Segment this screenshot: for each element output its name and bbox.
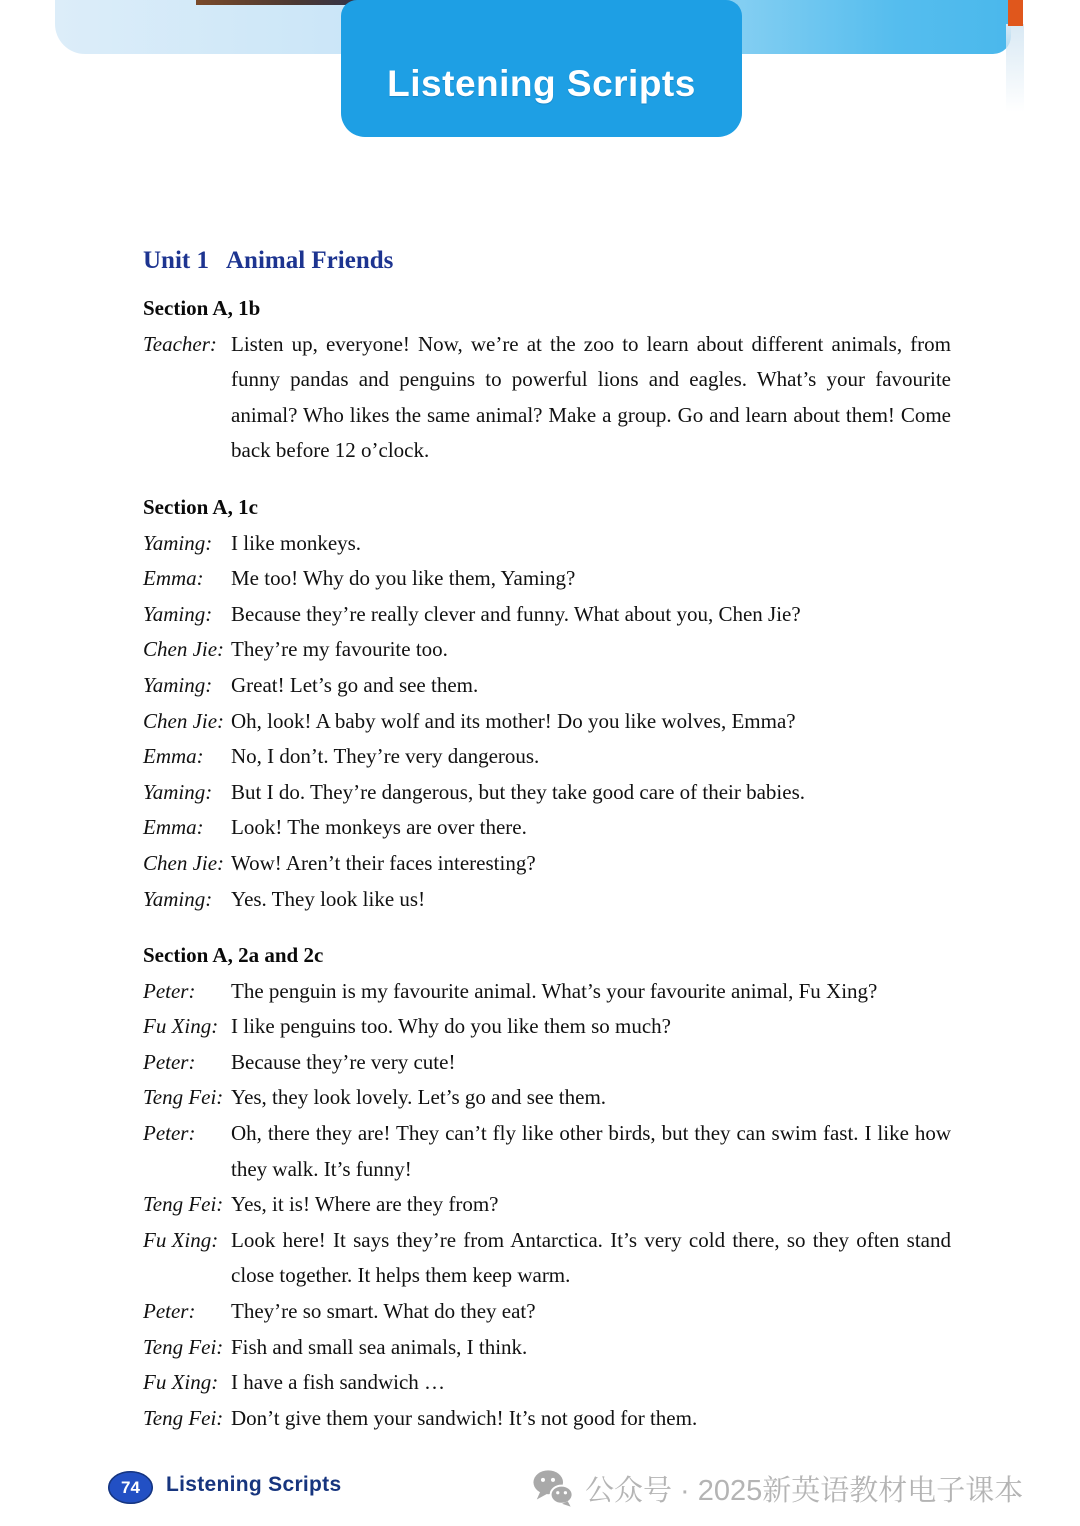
footer-title: Listening Scripts — [166, 1473, 342, 1496]
speaker-name: Teng Fei: — [143, 1192, 224, 1217]
section-heading: Section A, 1c — [143, 494, 258, 519]
speaker-name: Yaming: — [143, 530, 213, 555]
speaker-name: Peter: — [143, 978, 196, 1003]
speaker-name: Peter: — [143, 1121, 196, 1146]
dialogue-line — [143, 1294, 951, 1330]
script-section — [143, 291, 951, 469]
banner — [341, 0, 742, 137]
speaker-name: Peter: — [143, 1299, 196, 1324]
dialogue-line — [143, 1009, 951, 1045]
script-section — [143, 938, 951, 1436]
script-section — [143, 490, 951, 917]
speaker-name: Peter: — [143, 1049, 196, 1074]
unit-title — [143, 246, 951, 276]
dialogue-text: Wow! Aren’t their faces interesting? — [231, 850, 536, 875]
dialogue-line — [143, 632, 951, 668]
dialogue-line — [143, 810, 951, 846]
dialogue-line — [143, 526, 951, 562]
dialogue-text: Don’t give them your sandwich! It’s not good for them. — [231, 1405, 698, 1430]
dialogue-text: No, I don’t. They’re very dangerous. — [231, 744, 540, 769]
dialogue-text: Me too! Why do you like them, Yaming? — [231, 566, 576, 591]
banner-title: Listening Scripts — [387, 62, 696, 104]
dialogue-text: But I do. They’re dangerous, but they take good care of their babies. — [231, 779, 806, 804]
speaker-name: Yaming: — [143, 779, 213, 804]
speaker-name: Teng Fei: — [143, 1334, 224, 1359]
dialogue-line — [143, 1187, 951, 1223]
edge-tab-streak — [1006, 24, 1024, 112]
dialogue-text: Look! The monkeys are over there. — [231, 815, 527, 840]
watermark — [532, 1468, 1023, 1508]
dialogue-text: They’re so smart. What do they eat? — [231, 1299, 536, 1324]
dialogue-line — [143, 739, 951, 775]
speaker-name: Emma: — [143, 744, 204, 769]
dialogue-line — [143, 1116, 951, 1187]
speaker-name: Fu Xing: — [143, 1227, 219, 1252]
footer — [0, 1468, 1080, 1508]
speaker-name: Chen Jie: — [143, 708, 225, 733]
speaker-name: Emma: — [143, 566, 204, 591]
speaker-name: Chen Jie: — [143, 850, 225, 875]
watermark-text: 公众号 · 2025新英语教材电子课本 — [585, 1474, 1024, 1507]
speaker-name: Yaming: — [143, 672, 213, 697]
dialogue-line — [143, 882, 951, 918]
speaker-name: Teng Fei: — [143, 1405, 224, 1430]
dialogue-line — [143, 1080, 951, 1116]
sections — [143, 291, 951, 1436]
dialogue-text: Yes, they look lovely. Let’s go and see them. — [231, 1085, 607, 1110]
section-heading: Section A, 1b — [143, 296, 261, 320]
speaker-name: Yaming: — [143, 886, 213, 911]
dialogue-text: Fish and small sea animals, I think. — [231, 1334, 528, 1359]
speaker-name: Yaming: — [143, 601, 213, 626]
speaker-name: Teng Fei: — [143, 1085, 224, 1110]
dialogue-line — [143, 1365, 951, 1401]
speaker-name: Fu Xing: — [143, 1014, 219, 1039]
dialogue-text: Great! Let’s go and see them. — [231, 672, 479, 697]
dialogue-text: Because they’re really clever and funny. What about you, Chen Jie? — [231, 601, 801, 626]
page-number: 74 — [121, 1477, 140, 1497]
dialogue-line — [143, 561, 951, 597]
wechat-icon — [532, 1468, 574, 1508]
dialogue-text: The penguin is my favourite animal. What’s your favourite animal, Fu Xing? — [231, 978, 878, 1003]
dialogue-text: Oh, there they are! They can’t fly like other birds, but they can swim fast. I like how they walk. It’s funny! — [231, 1121, 951, 1181]
page-number-badge — [108, 1471, 153, 1504]
section-heading: Section A, 2a and 2c — [143, 943, 324, 968]
dialogue-line — [143, 704, 951, 740]
dialogue-line — [143, 974, 951, 1010]
dialogue-line — [143, 668, 951, 704]
unit-number: Unit 1 — [143, 247, 209, 274]
speaker-name: Emma: — [143, 815, 204, 840]
content — [143, 246, 951, 1436]
unit-name: Animal Friends — [225, 247, 394, 274]
dialogue-line — [143, 775, 951, 811]
dialogue-text: Because they’re very cute! — [231, 1049, 456, 1074]
page-edge-tab — [1008, 0, 1023, 26]
dialogue-text: I like monkeys. — [231, 530, 362, 555]
dialogue-line — [143, 1045, 951, 1081]
dialogue-text: Listen up, everyone! Now, we’re at the zoo to learn about different animals, from funny pandas and penguins to powerful lions and eagles. What’s your favourite animal? Who likes the same animal? Make a group. Go and learn about them! Come back before 12 o’clock. — [231, 331, 951, 463]
speaker-name: Chen Jie: — [143, 637, 225, 662]
dialogue-line — [143, 1223, 951, 1294]
speaker-name: Teacher: — [143, 331, 217, 356]
dialogue-line — [143, 1330, 951, 1366]
dialogue-text: Yes, it is! Where are they from? — [231, 1192, 499, 1217]
dialogue-text: They’re my favourite too. — [231, 637, 448, 662]
dialogue-text: I like penguins too. Why do you like them so much? — [231, 1014, 671, 1039]
speaker-name: Fu Xing: — [143, 1370, 219, 1395]
dialogue-text: Look here! It says they’re from Antarctica. It’s very cold there, so they often stand close together. It helps them keep warm. — [231, 1227, 951, 1288]
dialogue-text: I have a fish sandwich … — [231, 1370, 446, 1395]
dialogue-line — [143, 597, 951, 633]
dialogue-line — [143, 327, 951, 469]
dialogue-text: Yes. They look like us! — [231, 886, 426, 911]
dialogue-line — [143, 1401, 951, 1437]
dialogue-text: Oh, look! A baby wolf and its mother! Do you like wolves, Emma? — [231, 708, 796, 733]
dialogue-line — [143, 846, 951, 882]
